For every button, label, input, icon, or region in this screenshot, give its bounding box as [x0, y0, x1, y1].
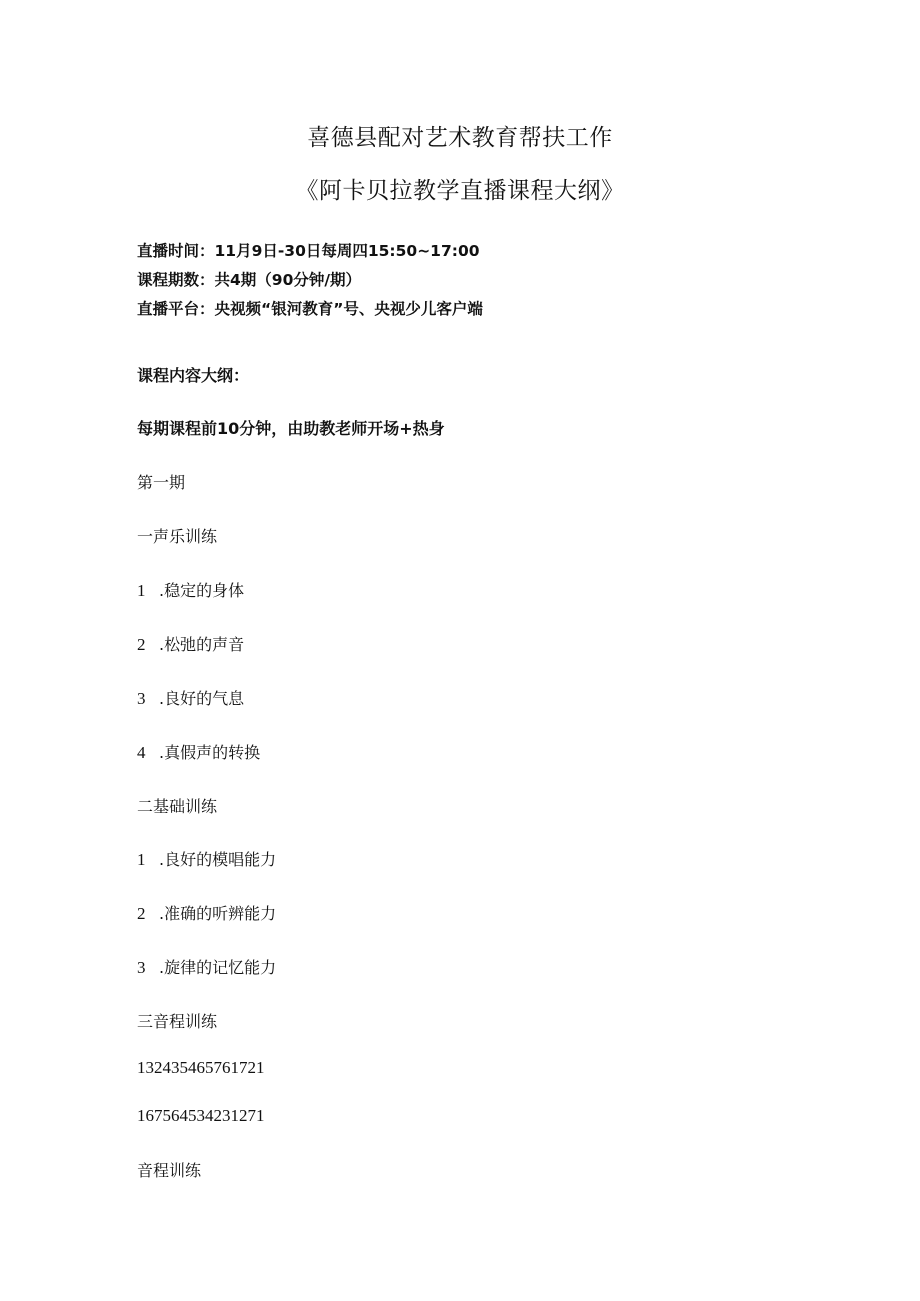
- broadcast-time: 直播时间：11月9日-30日每周四15:50~17:00: [137, 242, 480, 260]
- list-item: [137, 686, 244, 709]
- item-number: 2: [137, 635, 146, 654]
- list-item: [137, 955, 276, 978]
- item-number: 4: [137, 743, 146, 762]
- document-subtitle: 《阿卡贝拉教学直播课程大纲》: [295, 178, 625, 204]
- item-text: .稳定的身体: [159, 581, 245, 600]
- item-text: .真假声的转换: [159, 743, 261, 762]
- item-number: 3: [137, 689, 146, 708]
- item-text: .旋律的记忆能力: [159, 958, 277, 977]
- section-title: 音程训练: [137, 1161, 202, 1180]
- outline-heading: 课程内容大纲：: [137, 366, 250, 385]
- warmup-note: 每期课程前10分钟，由助教老师开场+热身: [137, 419, 445, 438]
- interval-sequence: 132435465761721: [137, 1058, 265, 1077]
- list-item: [137, 847, 276, 870]
- section-title: 三音程训练: [137, 1012, 218, 1031]
- list-item: [137, 578, 244, 601]
- section-title: 一声乐训练: [137, 527, 218, 546]
- item-number: 1: [137, 581, 146, 600]
- item-number: 3: [137, 958, 146, 977]
- document-title: 喜德县配对艺术教育帮扶工作: [307, 125, 613, 151]
- item-text: .松弛的声音: [159, 635, 245, 654]
- broadcast-platform: 直播平台：央视频“银河教育”号、央视少儿客户端: [137, 300, 483, 318]
- period-label: 第一期: [137, 473, 186, 492]
- list-item: [137, 901, 276, 924]
- item-text: .准确的听辨能力: [159, 904, 277, 923]
- item-text: .良好的气息: [159, 689, 245, 708]
- list-item: [137, 632, 244, 655]
- course-sessions: 课程期数：共4期（90分钟/期）: [137, 271, 362, 289]
- item-number: 2: [137, 904, 146, 923]
- item-number: 1: [137, 850, 146, 869]
- item-text: .良好的模唱能力: [159, 850, 277, 869]
- interval-sequence: 167564534231271: [137, 1106, 265, 1125]
- list-item: [137, 740, 260, 763]
- section-title: 二基础训练: [137, 797, 218, 816]
